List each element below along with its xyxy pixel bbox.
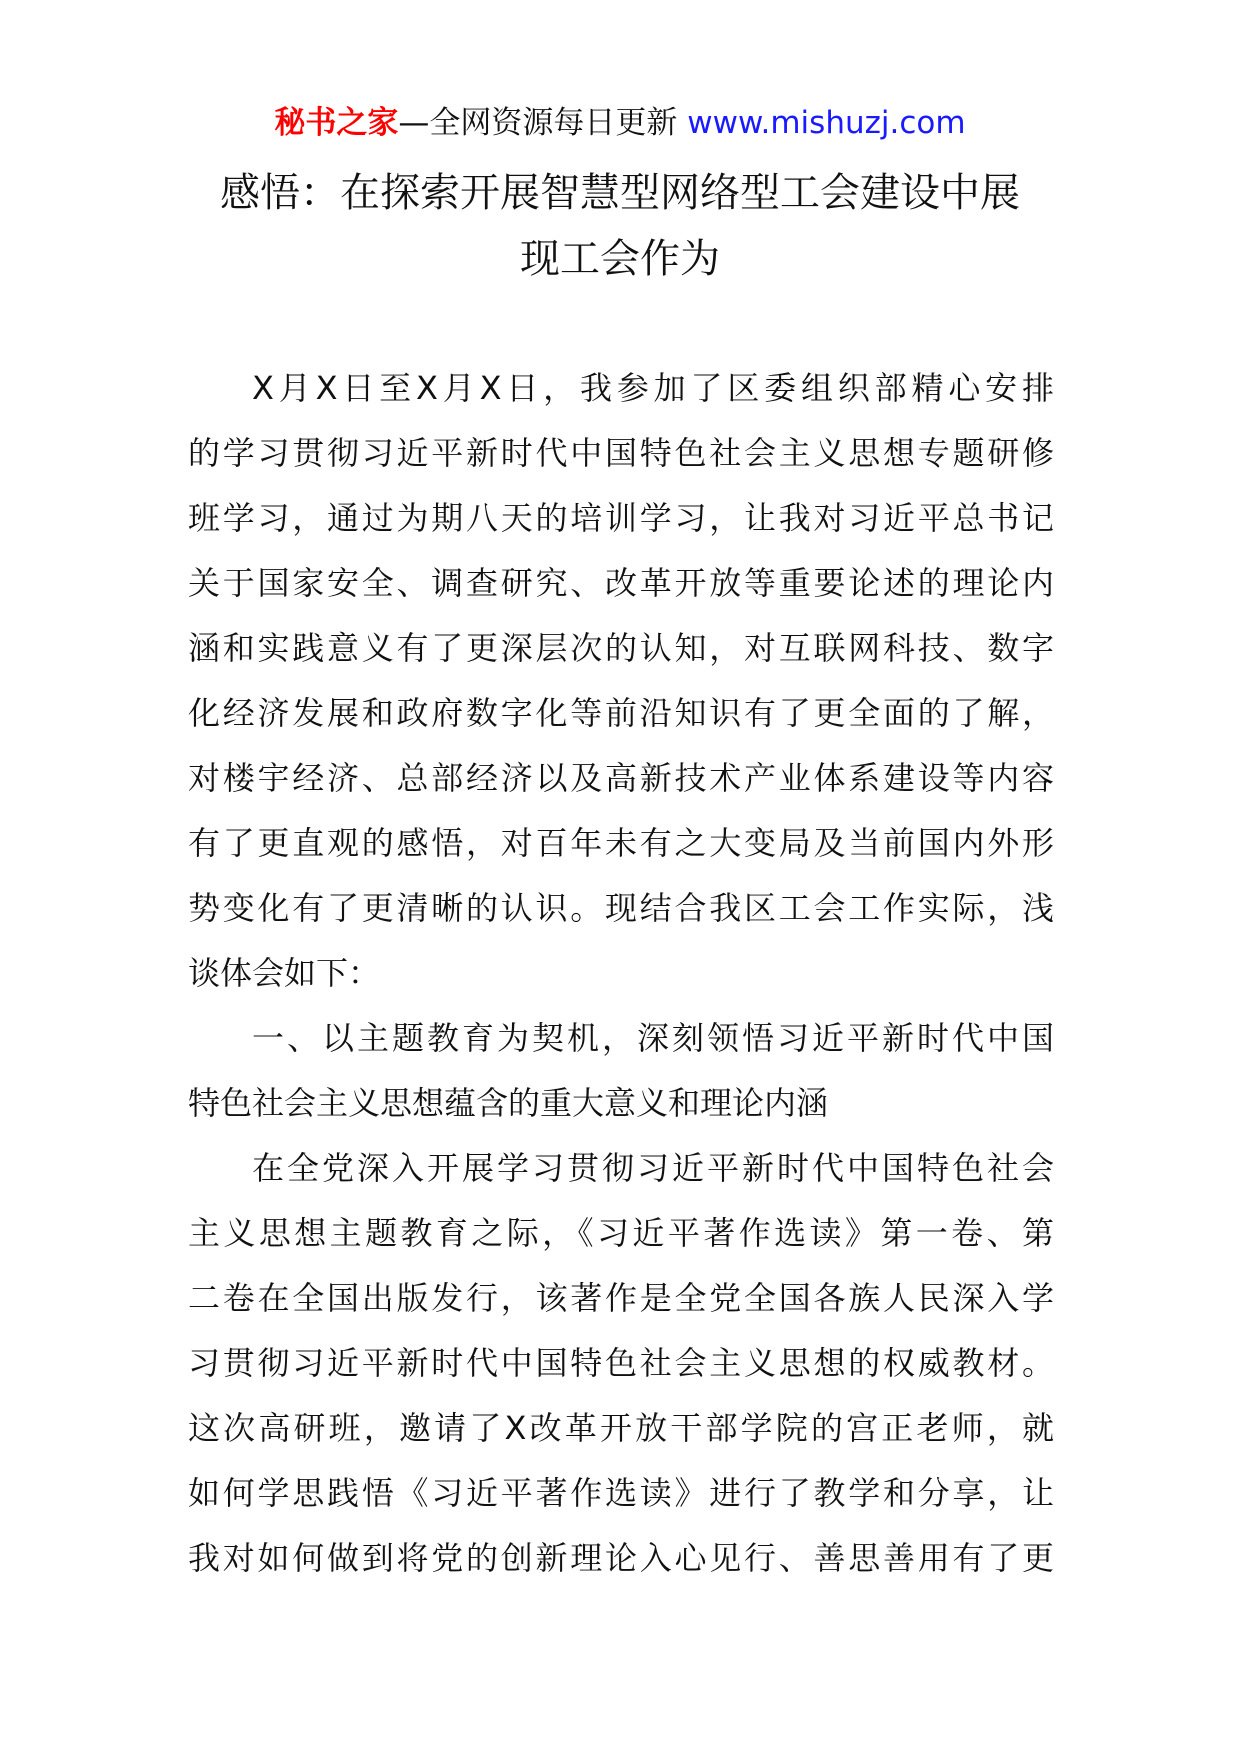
body-line: 有了更直观的感悟，对百年未有之大变局及当前国内外形 xyxy=(188,824,1054,862)
body-line: 班学习，通过为期八天的培训学习，让我对习近平总书记 xyxy=(188,499,1054,537)
body-line: 对楼宇经济、总部经济以及高新技术产业体系建设等内容 xyxy=(188,759,1054,797)
document-title xyxy=(190,160,1050,292)
document-body xyxy=(188,356,1054,1591)
body-line: 习贯彻习近平新时代中国特色社会主义思想的权威教材。 xyxy=(188,1344,1054,1382)
body-line: 在全党深入开展学习贯彻习近平新时代中国特色社会 xyxy=(252,1149,1054,1187)
site-url-link[interactable]: www.mishuzj.com xyxy=(687,105,966,141)
body-line: 势变化有了更清晰的认识。现结合我区工会工作实际，浅 xyxy=(188,889,1054,927)
body-line: 化经济发展和政府数字化等前沿知识有了更全面的了解， xyxy=(188,694,1054,732)
section-heading-line: 一、以主题教育为契机，深刻领悟习近平新时代中国 xyxy=(252,1019,1054,1057)
body-line: 谈体会如下： xyxy=(188,954,381,992)
site-brand: 秘书之家 xyxy=(274,105,399,141)
title-line-1: 感悟：在探索开展智慧型网络型工会建设中展 xyxy=(220,170,1020,216)
body-line: 涵和实践意义有了更深层次的认知，对互联网科技、数字 xyxy=(188,629,1054,667)
body-line: 我对如何做到将党的创新理论入心见行、善思善用有了更 xyxy=(188,1539,1054,1577)
site-header xyxy=(0,98,1240,148)
body-line: 这次高研班，邀请了X改革开放干部学院的宫正老师，就 xyxy=(188,1409,1054,1447)
title-line-2: 现工会作为 xyxy=(520,236,720,282)
body-line: 二卷在全国出版发行，该著作是全党全国各族人民深入学 xyxy=(188,1279,1054,1317)
body-line: 关于国家安全、调查研究、改革开放等重要论述的理论内 xyxy=(188,564,1054,602)
body-line: 如何学思践悟《习近平著作选读》进行了教学和分享，让 xyxy=(188,1474,1054,1512)
site-slogan: —全网资源每日更新 xyxy=(398,105,678,141)
body-line: X月X日至X月X日，我参加了区委组织部精心安排 xyxy=(252,369,1054,407)
body-line: 的学习贯彻习近平新时代中国特色社会主义思想专题研修 xyxy=(188,434,1054,472)
body-line: 主义思想主题教育之际，《习近平著作选读》第一卷、第 xyxy=(188,1214,1054,1252)
section-heading-line: 特色社会主义思想蕴含的重大意义和理论内涵 xyxy=(188,1084,829,1122)
